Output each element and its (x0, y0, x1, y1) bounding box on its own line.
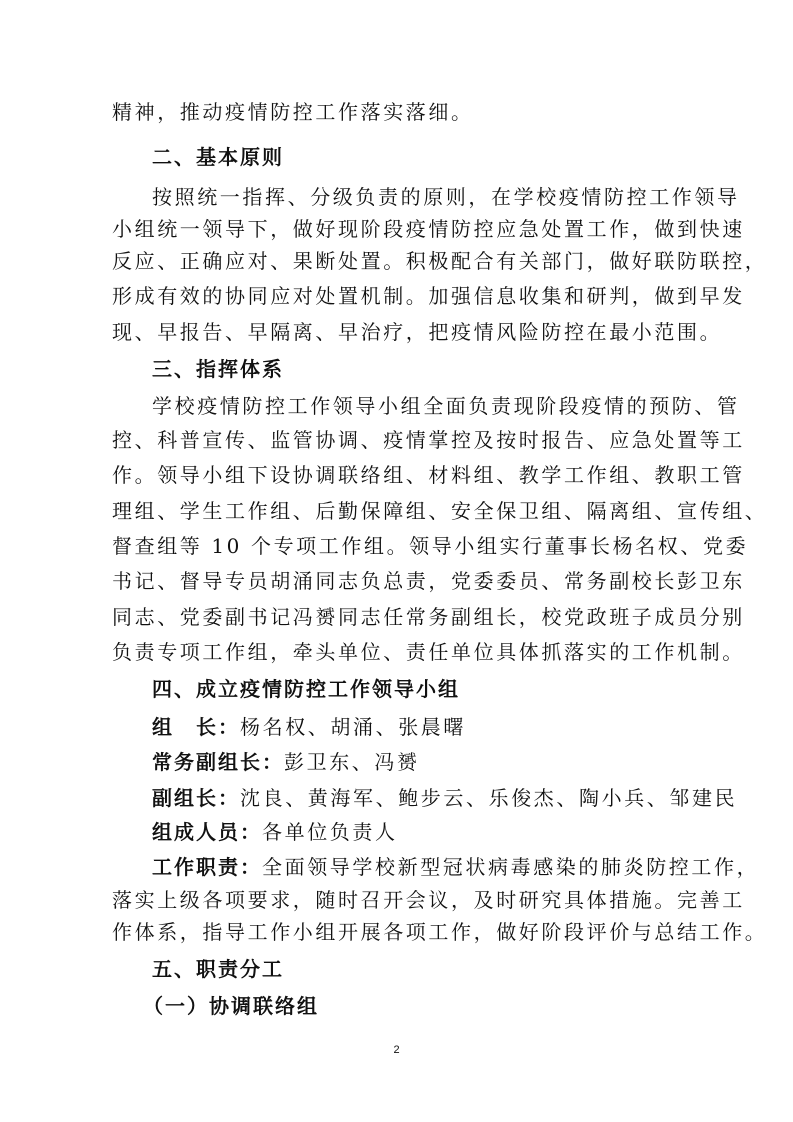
paragraph-line: 形成有效的协同应对处置机制。加强信息收集和研判，做到早发 (112, 284, 745, 308)
paragraph-line: 作。领导小组下设协调联络组、材料组、教学工作组、教职工管 (112, 463, 745, 487)
deputy-value: 沈良、黄海军、鲍步云、乐俊杰、陶小兵、邹建民 (240, 786, 738, 810)
paragraph-line: 精神，推动疫情防控工作落实落细。 (112, 100, 474, 124)
paragraph-line: 按照统一指挥、分级负责的原则，在学校疫情防控工作领导 (152, 185, 740, 209)
paragraph-line: 现、早报告、早隔离、早治疗，把疫情风险防控在最小范围。 (112, 320, 723, 344)
paragraph-line: 作体系，指导工作小组开展各项工作，做好阶段评价与总结工作。 (112, 920, 768, 944)
leader-value: 杨名权、胡涌、张晨曙 (240, 715, 466, 739)
executive-deputy-label: 常务副组长： (152, 750, 284, 774)
paragraph-line: 书记、督导专员胡涌同志负总责，党委委员、常务副校长彭卫东 (112, 569, 745, 593)
member-row-executive-deputy (152, 748, 420, 776)
paragraph-line: 同志、党委副书记冯赟同志任常务副组长，校党政班子成员分别 (112, 605, 745, 629)
paragraph-line: 学校疫情防控工作领导小组全面负责现阶段疫情的预防、管 (152, 394, 740, 418)
paragraph-line: 控、科普宣传、监管协调、疫情掌控及按时报告、应急处置等工 (112, 428, 745, 452)
executive-deputy-value: 彭卫东、冯赟 (284, 750, 420, 774)
deputy-label: 副组长： (152, 786, 240, 810)
paragraph-line: 反应、正确应对、果断处置。积极配合有关部门，做好联防联控， (112, 249, 768, 273)
subsection-heading-coordination: （一）协调联络组 (143, 994, 319, 1018)
paragraph-line: 负责专项工作组，牵头单位、责任单位具体抓落实的工作机制。 (112, 640, 745, 664)
duty-value: 全面领导学校新型冠状病毒感染的肺炎防控工作， (262, 855, 760, 879)
duty-label: 工作职责： (152, 855, 262, 879)
section-heading-leading-group: 四、成立疫情防控工作领导小组 (152, 677, 460, 701)
paragraph-line: 落实上级各项要求，随时召开会议，及时研究具体措施。完善工 (112, 888, 745, 912)
paragraph-line: 小组统一领导下，做好现阶段疫情防控应急处置工作，做到快速 (112, 217, 745, 241)
member-row-members (152, 818, 398, 846)
members-label: 组成人员： (152, 820, 262, 844)
member-row-deputy (152, 784, 737, 812)
member-row-duty (152, 853, 759, 881)
paragraph-line: 理组、学生工作组、后勤保障组、安全保卫组、隔离组、宣传组、 (112, 499, 768, 523)
section-heading-responsibilities: 五、职责分工 (152, 957, 284, 981)
paragraph-line: 督查组等 10 个专项工作组。领导小组实行董事长杨名权、党委 (112, 534, 749, 558)
leader-label: 组 长： (152, 715, 240, 739)
members-value: 各单位负责人 (262, 820, 398, 844)
page-number: 2 (393, 1044, 400, 1056)
member-row-leader (152, 713, 466, 741)
section-heading-command-system: 三、指挥体系 (152, 357, 284, 381)
section-heading-basic-principles: 二、基本原则 (152, 145, 284, 169)
